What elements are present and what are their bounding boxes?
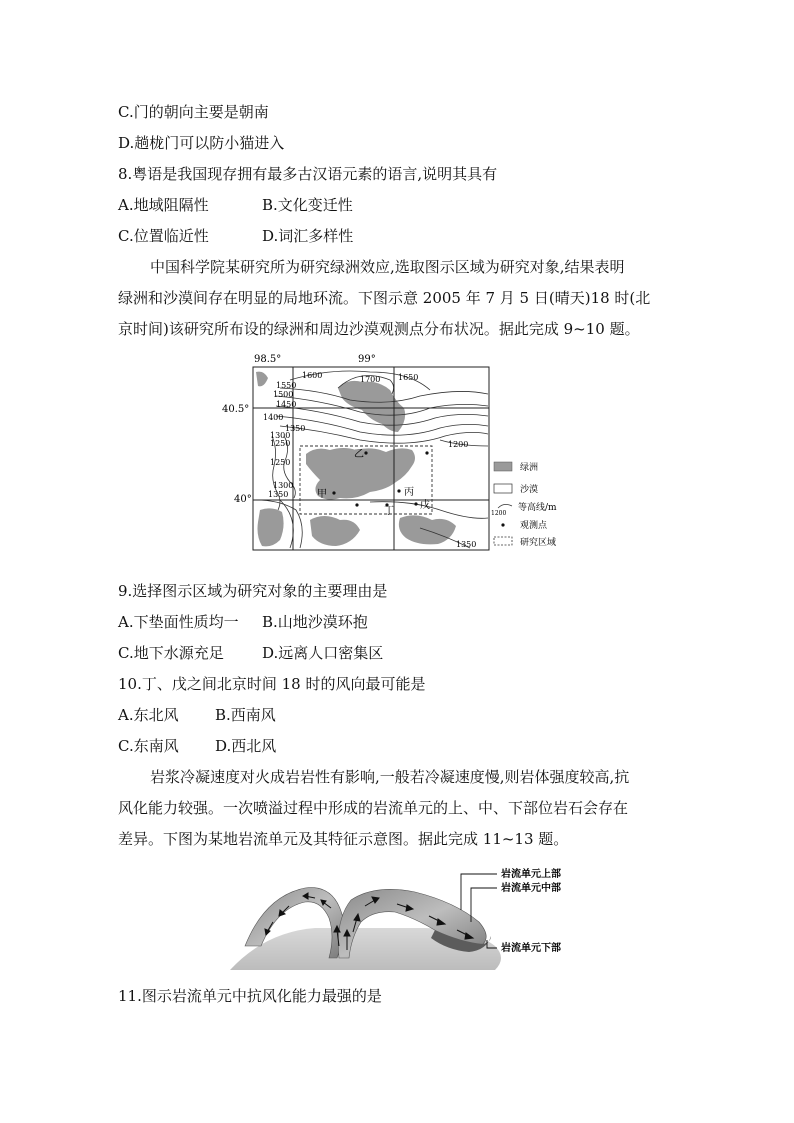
q8-option-c: C.位置临近性 bbox=[118, 227, 209, 245]
svg-text:1550: 1550 bbox=[276, 381, 297, 390]
q10-option-a: A.东北风 bbox=[118, 706, 179, 724]
q7-option-c: C.门的朝向主要是朝南 bbox=[118, 103, 269, 121]
lon-label-98-5: 98.5° bbox=[254, 354, 282, 365]
q9-option-a: A.下垫面性质均一 bbox=[118, 613, 239, 631]
point-wu-label: 戊 bbox=[420, 500, 430, 511]
q9-option-b: B.山地沙漠环抱 bbox=[262, 613, 368, 631]
svg-text:1350: 1350 bbox=[268, 490, 289, 499]
legend-desert: 沙漠 bbox=[520, 485, 539, 495]
point-yi-label: 乙 bbox=[354, 449, 364, 460]
svg-text:1300: 1300 bbox=[270, 431, 291, 440]
q9-option-c: C.地下水源充足 bbox=[118, 644, 224, 662]
intro1-line1: 中国科学院某研究所为研究绿洲效应,选取图示区域为研究对象,结果表明 bbox=[150, 258, 625, 276]
lon-label-99: 99° bbox=[358, 354, 376, 365]
q8-option-d: D.词汇多样性 bbox=[262, 227, 354, 245]
q10-option-c: C.东南风 bbox=[118, 737, 179, 755]
svg-text:1700: 1700 bbox=[360, 375, 381, 384]
oasis-map-figure bbox=[220, 350, 580, 555]
legend-point: 观测点 bbox=[520, 521, 548, 531]
svg-text:1600: 1600 bbox=[302, 371, 323, 380]
lava-flow-figure bbox=[225, 860, 585, 975]
intro2-line2: 风化能力较强。一次喷溢过程中形成的岩流单元的上、中、下部位岩石会存在 bbox=[118, 799, 629, 817]
svg-text:1250: 1250 bbox=[270, 458, 291, 467]
q9-option-d: D.远离人口密集区 bbox=[262, 644, 384, 662]
q8-option-a: A.地域阻隔性 bbox=[118, 196, 209, 214]
q10-option-b: B.西南风 bbox=[215, 706, 276, 724]
q11-stem: 11.图示岩流单元中抗风化能力最强的是 bbox=[118, 987, 382, 1005]
label-lava-top: 岩流单元上部 bbox=[501, 869, 561, 880]
point-jia-label: 甲 bbox=[317, 489, 327, 500]
legend-area: 研究区域 bbox=[520, 538, 557, 548]
svg-text:1500: 1500 bbox=[273, 390, 294, 399]
intro1-line2: 绿洲和沙漠间存在明显的局地环流。下图示意 2005 年 7 月 5 日(晴天)18 时(北 bbox=[118, 289, 651, 307]
legend-oasis: 绿洲 bbox=[520, 463, 539, 473]
q7-option-d: D.趟栊门可以防小猫进入 bbox=[118, 134, 285, 152]
lat-label-40-5: 40.5° bbox=[222, 404, 250, 415]
legend-contour: 等高线/m bbox=[518, 503, 557, 513]
q10-stem: 10.丁、戊之间北京时间 18 时的风向最可能是 bbox=[118, 675, 426, 693]
map-legend bbox=[491, 461, 557, 548]
point-bing-label: 丙 bbox=[404, 487, 414, 498]
q8-stem: 8.粤语是我国现存拥有最多古汉语元素的语言,说明其具有 bbox=[118, 165, 498, 183]
svg-text:1350: 1350 bbox=[456, 540, 477, 549]
svg-text:1400: 1400 bbox=[263, 413, 284, 422]
q8-option-b: B.文化变迁性 bbox=[262, 196, 353, 214]
intro2-line1: 岩浆冷凝速度对火成岩岩性有影响,一般若冷凝速度慢,则岩体强度较高,抗 bbox=[150, 768, 630, 786]
point-ding-label: 丁 bbox=[384, 506, 394, 517]
svg-text:1350: 1350 bbox=[285, 424, 306, 433]
svg-text:1250: 1250 bbox=[270, 439, 291, 448]
intro1-line3: 京时间)该研究所布设的绿洲和周边沙漠观测点分布状况。据此完成 9~10 题。 bbox=[118, 320, 640, 338]
label-lava-bottom: 岩流单元下部 bbox=[501, 943, 561, 954]
q9-stem: 9.选择图示区域为研究对象的主要理由是 bbox=[118, 582, 388, 600]
svg-text:1450: 1450 bbox=[276, 400, 297, 409]
q10-option-d: D.西北风 bbox=[215, 737, 277, 755]
intro2-line3: 差异。下图为某地岩流单元及其特征示意图。据此完成 11~13 题。 bbox=[118, 830, 569, 848]
label-lava-middle: 岩流单元中部 bbox=[501, 883, 561, 894]
legend-contour-value: 1200 bbox=[491, 510, 507, 517]
lat-label-40: 40° bbox=[234, 494, 252, 505]
svg-text:1300: 1300 bbox=[273, 481, 294, 490]
svg-text:1650: 1650 bbox=[398, 373, 419, 382]
svg-text:1200: 1200 bbox=[448, 440, 469, 449]
